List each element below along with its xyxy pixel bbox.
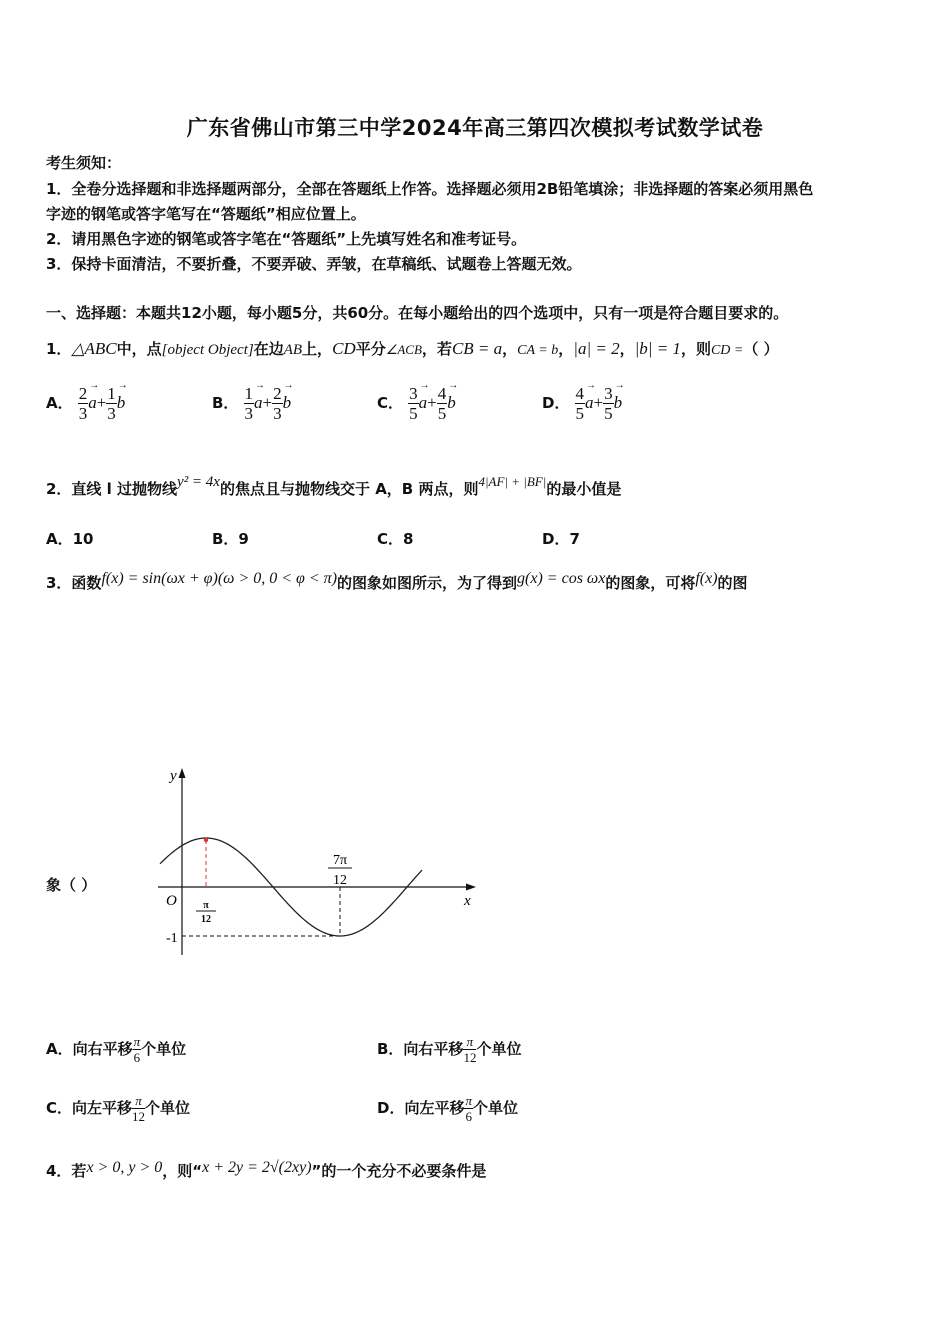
x-axis-arrow (466, 884, 476, 891)
q1-option-d[interactable]: D． $\frac{4}{5}$ → a+ $\frac{3}{5}$ → b (542, 384, 622, 423)
min-value-label: -1 (166, 931, 178, 946)
q2-option-a[interactable]: A．10 (46, 530, 94, 548)
x2-num: 7π (332, 853, 348, 868)
question-2-stem: 2．直线 l 过抛物线y² = 4x的焦点且与抛物线交于 A，B 两点，则4|AF| + |BF|的最小值是 (46, 474, 622, 498)
q2-option-d[interactable]: D．7 (542, 530, 580, 548)
question-3-stem-continued: 象（ ） (46, 876, 97, 894)
q1-option-b[interactable]: B． $\frac{1}{3}$ → a+ $\frac{2}{3}$ → b (212, 384, 291, 423)
sine-graph (150, 760, 490, 960)
q1-option-a[interactable]: A． $\frac{2}{3}$ → a+ $\frac{1}{3}$ → b (46, 384, 125, 423)
q3-option-d[interactable]: D．向左平移 $\frac{\pi}{6}$ 个单位 (377, 1093, 518, 1124)
origin-label: O (166, 893, 177, 909)
section-heading: 一、选择题：本题共12小题，每小题5分，共60分。在每小题给出的四个选项中，只有一项是符合题目要求的。 (46, 304, 789, 322)
notice-item-3: 3．保持卡面清洁，不要折叠，不要弄破、弄皱，在草稿纸、试题卷上答题无效。 (46, 255, 582, 273)
x1-den: 12 (201, 914, 211, 925)
x-label: x (464, 893, 471, 909)
notice-item-1-line-2: 字迹的钢笔或答字笔写在“答题纸”相应位置上。 (46, 205, 366, 223)
max-point (204, 838, 208, 842)
q2-option-c[interactable]: C．8 (377, 530, 414, 548)
q3-option-c[interactable]: C．向左平移 $\frac{\pi}{12}$ 个单位 (46, 1093, 191, 1124)
x1-num: π (203, 900, 209, 911)
question-4-stem: 4．若x > 0, y > 0，则“x + 2y = 2√(2xy)”的一个充分不必要条件是 (46, 1159, 487, 1180)
q1-option-c[interactable]: C． $\frac{3}{5}$ → a+ $\frac{4}{5}$ → b (377, 384, 456, 423)
question-1-stem: 1．△ABC中，点[object Object]在边AB上，CD平分∠ACB，若CB = a，CA = b，|a| = 2，|b| = 1，则CD =（ ） (46, 339, 779, 358)
y-axis-arrow (179, 768, 186, 778)
question-3-stem: 3．函数f(x) = sin(ωx + φ)(ω > 0, 0 < φ < π)的图象如图所示，为了得到g(x) = cos ωx的图象，可将f(x)的图 (46, 570, 748, 592)
notice-heading: 考生须知： (46, 154, 122, 172)
q3-option-b[interactable]: B．向右平移 $\frac{\pi}{12}$ 个单位 (377, 1034, 522, 1065)
page-title: 广东省佛山市第三中学2024年高三第四次模拟考试数学试卷 (186, 116, 764, 140)
x2-den: 12 (333, 873, 347, 888)
q3-option-a[interactable]: A．向右平移 $\frac{\pi}{6}$ 个单位 (46, 1034, 187, 1065)
notice-item-2: 2．请用黑色字迹的钢笔或答字笔在“答题纸”上先填写姓名和准考证号。 (46, 230, 527, 248)
notice-item-1-line-1: 1．全卷分选择题和非选择题两部分，全部在答题纸上作答。选择题必须用2B铅笔填涂；非选择题的答案必须用黑色 (46, 180, 814, 198)
y-label: y (170, 768, 177, 784)
q2-option-b[interactable]: B．9 (212, 530, 249, 548)
